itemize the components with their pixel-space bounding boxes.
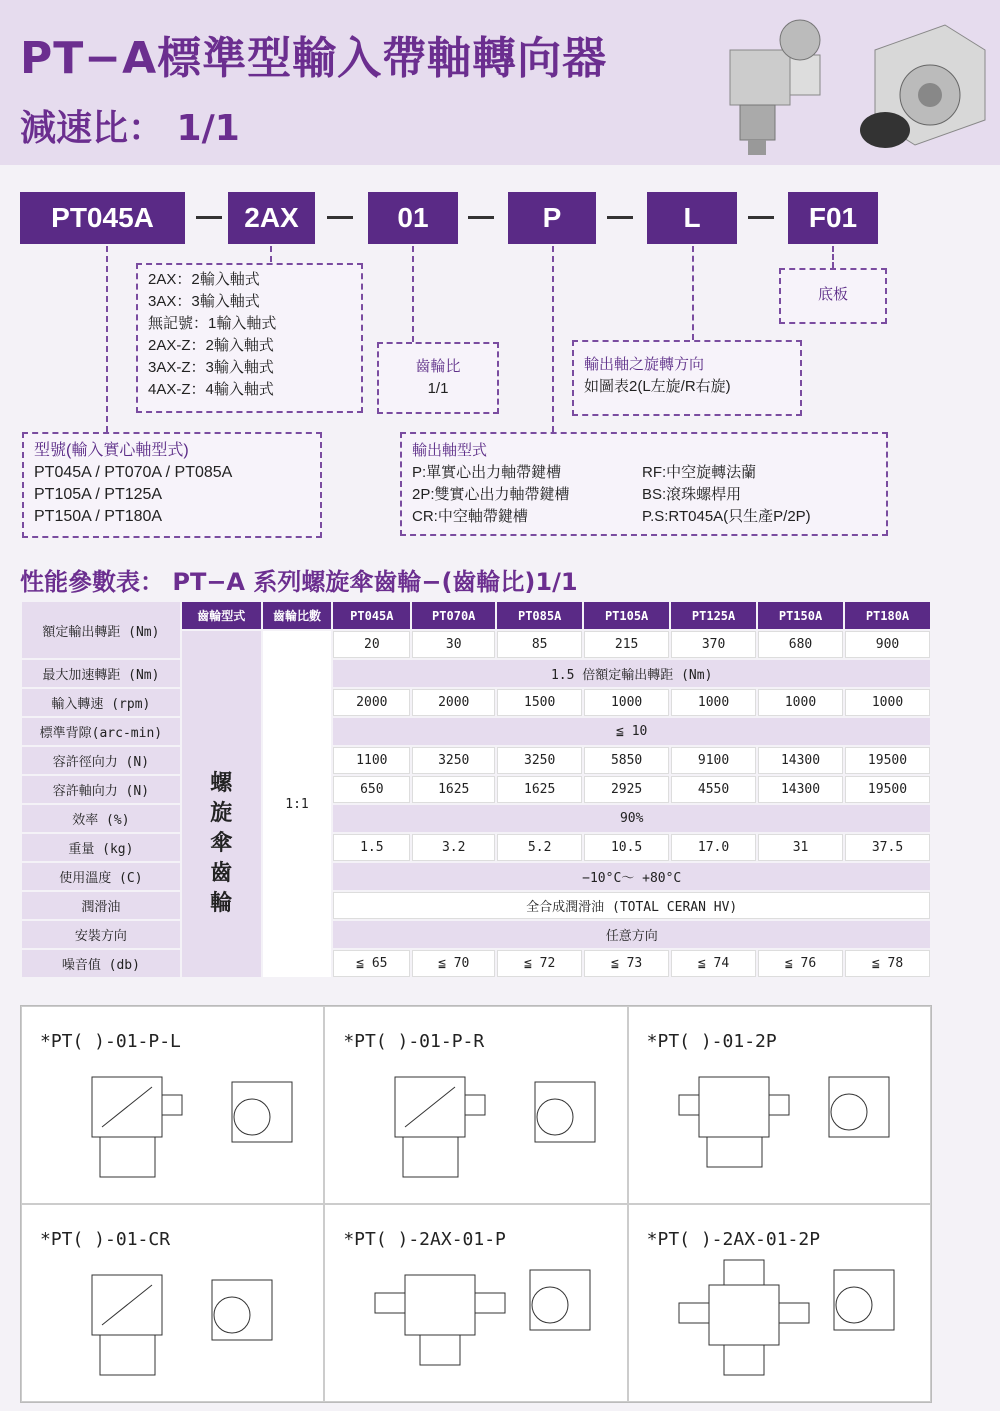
dash-4	[607, 216, 633, 219]
spec-table	[20, 600, 932, 979]
table-cell: 30	[412, 631, 495, 658]
input-shaft-line: 無記號：1輸入軸式	[148, 315, 277, 332]
table-cell: 20	[333, 631, 410, 658]
table-cell: 19500	[845, 776, 930, 803]
table-cell: 10.5	[584, 834, 669, 861]
model-line: PT105A / PT125A	[34, 486, 163, 503]
diagram-cell	[628, 1006, 931, 1204]
dash-3	[468, 216, 494, 219]
box-model	[22, 432, 322, 538]
connector-model	[106, 246, 108, 432]
rotation-value: 如圖表2(L左旋/R右旋)	[584, 378, 731, 395]
row-label: 噪音值 (db)	[22, 950, 180, 977]
header-gear-type: 齒輪型式	[182, 602, 261, 629]
table-cell: 2000	[412, 689, 495, 716]
row-label: 重量 (kg)	[22, 834, 180, 861]
row-label: 安裝方向	[22, 921, 180, 948]
table-cell: 3250	[412, 747, 495, 774]
base-label: 底板	[817, 286, 848, 303]
diagram-cell	[21, 1006, 324, 1204]
code-input: 2AX	[228, 192, 315, 244]
table-cell: 1000	[758, 689, 843, 716]
table-cell: ≦ 73	[584, 950, 669, 977]
gearbox-drawing-icon	[345, 1057, 605, 1197]
gearbox-drawing-icon	[649, 1057, 909, 1197]
header-model: PT150A	[758, 602, 843, 629]
table-cell: ≦ 78	[845, 950, 930, 977]
rotation-head: 輸出軸之旋轉方向	[584, 356, 705, 373]
code-rotation: L	[647, 192, 737, 244]
code-base: F01	[788, 192, 878, 244]
diagram-grid	[20, 1005, 932, 1403]
gear-type-text: 螺旋傘齒輪	[210, 771, 233, 916]
gearbox-drawing-icon	[345, 1255, 605, 1395]
diagram-caption: *PT( )-01-CR	[40, 1229, 171, 1250]
page-title: PT−A標準型輸入帶軸轉向器	[20, 33, 608, 84]
table-cell: 19500	[845, 747, 930, 774]
table-cell: ≦ 65	[333, 950, 410, 977]
diagram-caption: *PT( )-2AX-01-P	[343, 1229, 506, 1250]
header-model: PT070A	[412, 602, 495, 629]
diagram-caption: *PT( )-01-P-R	[343, 1031, 485, 1052]
input-shaft-line: 4AX-Z：4輸入軸式	[148, 381, 274, 398]
table-cell: 215	[584, 631, 669, 658]
model-head: 型號(輸入實心軸型式)	[34, 442, 189, 459]
table-cell: 680	[758, 631, 843, 658]
diagram-cell	[324, 1204, 627, 1402]
diagram-caption: *PT( )-01-P-L	[40, 1031, 181, 1052]
box-gear-ratio	[377, 342, 499, 414]
table-span-cell: ≦ 10	[333, 718, 930, 745]
header-model: PT180A	[845, 602, 930, 629]
model-line: PT045A / PT070A / PT085A	[34, 464, 233, 481]
table-span-cell: 90%	[333, 805, 930, 832]
table-cell: 1000	[584, 689, 669, 716]
row-label: 輸入轉速 (rpm)	[22, 689, 180, 716]
output-shaft-line: BS:滾珠螺桿用	[642, 486, 742, 503]
table-cell: 1.5	[333, 834, 410, 861]
table-cell: ≦ 72	[497, 950, 582, 977]
gear-ratio-value: 1/1	[427, 380, 449, 397]
table-cell: 37.5	[845, 834, 930, 861]
diagram-caption: *PT( )-01-2P	[646, 1031, 777, 1052]
diagram-cell	[21, 1204, 324, 1402]
table-cell: 1100	[333, 747, 410, 774]
connector-base	[832, 246, 834, 268]
model-line: PT150A / PT180A	[34, 508, 163, 525]
table-cell: 14300	[758, 747, 843, 774]
table-cell: 1000	[845, 689, 930, 716]
input-shaft-line: 2AX-Z：2輸入軸式	[148, 337, 274, 354]
table-cell: 3.2	[412, 834, 495, 861]
table-cell: 9100	[671, 747, 756, 774]
connector-output	[552, 246, 554, 432]
code-output: P	[508, 192, 596, 244]
table-cell: 5.2	[497, 834, 582, 861]
table-cell: 2925	[584, 776, 669, 803]
gearbox-drawing-icon	[42, 1057, 302, 1197]
header-ratio: 齒輪比數	[263, 602, 332, 629]
table-cell: 31	[758, 834, 843, 861]
table-title: 性能參數表： PT−A 系列螺旋傘齒輪−(齒輪比)1/1	[20, 568, 578, 596]
table-cell: 2000	[333, 689, 410, 716]
box-input-shaft	[136, 263, 363, 413]
header-model: PT045A	[333, 602, 410, 629]
box-rotation	[572, 340, 802, 416]
gear-ratio-head: 齒輪比	[415, 358, 461, 375]
table-cell: 900	[845, 631, 930, 658]
code-model: PT045A	[20, 192, 185, 244]
row-label: 使用溫度 (C)	[22, 863, 180, 890]
gearbox-drawing-icon	[42, 1255, 302, 1395]
header-model: PT105A	[584, 602, 669, 629]
code-ratio: 01	[368, 192, 458, 244]
header-model: PT125A	[671, 602, 756, 629]
output-shaft-line: CR:中空軸帶鍵槽	[412, 508, 528, 525]
table-span-cell: 全合成潤滑油 (TOTAL CERAN HV)	[333, 892, 930, 919]
connector-input	[270, 246, 272, 262]
ratio-cell: 1:1	[263, 631, 332, 977]
row-label: 最大加速轉距 (Nm)	[22, 660, 180, 687]
box-output-shaft	[400, 432, 888, 536]
table-cell: 4550	[671, 776, 756, 803]
table-span-cell: 1.5 倍額定輸出轉距 (Nm)	[333, 660, 930, 687]
diagram-caption: *PT( )-2AX-01-2P	[646, 1229, 821, 1250]
row-label: 容許軸向力 (N)	[22, 776, 180, 803]
table-cell: 1625	[412, 776, 495, 803]
table-cell: 650	[333, 776, 410, 803]
output-shaft-head: 輸出軸型式	[412, 442, 488, 459]
row-label: 額定輸出轉距 (Nm)	[22, 602, 180, 658]
output-shaft-line: RF:中空旋轉法蘭	[642, 464, 757, 481]
dash-2	[327, 216, 353, 219]
header-model: PT085A	[497, 602, 582, 629]
row-label: 效率 (%)	[22, 805, 180, 832]
table-cell: 85	[497, 631, 582, 658]
output-shaft-line: P:單實心出力軸帶鍵槽	[412, 464, 562, 481]
table-span-cell: −10°C～ +80°C	[333, 863, 930, 890]
table-cell: ≦ 76	[758, 950, 843, 977]
diagram-cell	[628, 1204, 931, 1402]
box-base	[779, 268, 887, 324]
table-cell: 1000	[671, 689, 756, 716]
output-shaft-line: 2P:雙實心出力軸帶鍵槽	[412, 486, 570, 503]
table-cell: 17.0	[671, 834, 756, 861]
row-label: 容許徑向力 (N)	[22, 747, 180, 774]
table-cell: ≦ 70	[412, 950, 495, 977]
output-shaft-line: P.S:RT045A(只生產P/2P)	[642, 508, 811, 525]
gearbox-drawing-icon	[649, 1255, 909, 1395]
table-cell: 1625	[497, 776, 582, 803]
table-cell: 1500	[497, 689, 582, 716]
table-cell: 3250	[497, 747, 582, 774]
input-shaft-line: 2AX：2輸入軸式	[148, 271, 260, 288]
table-span-cell: 任意方向	[333, 921, 930, 948]
gearbox-photo-2-icon	[855, 10, 995, 165]
gearbox-photo-1-icon	[700, 10, 840, 160]
connector-ratio	[412, 246, 414, 342]
diagram-cell	[324, 1006, 627, 1204]
dash-5	[748, 216, 774, 219]
gear-type-cell	[182, 631, 261, 977]
connector-rotation	[692, 246, 694, 340]
reduction-ratio: 減速比： 1/1	[20, 108, 240, 149]
row-label: 標準背隙(arc-min)	[22, 718, 180, 745]
table-cell: 5850	[584, 747, 669, 774]
table-cell: 14300	[758, 776, 843, 803]
input-shaft-line: 3AX：3輸入軸式	[148, 293, 260, 310]
row-label: 潤滑油	[22, 892, 180, 919]
dash-1	[196, 216, 222, 219]
table-cell: 370	[671, 631, 756, 658]
input-shaft-line: 3AX-Z：3輸入軸式	[148, 359, 274, 376]
table-cell: ≦ 74	[671, 950, 756, 977]
